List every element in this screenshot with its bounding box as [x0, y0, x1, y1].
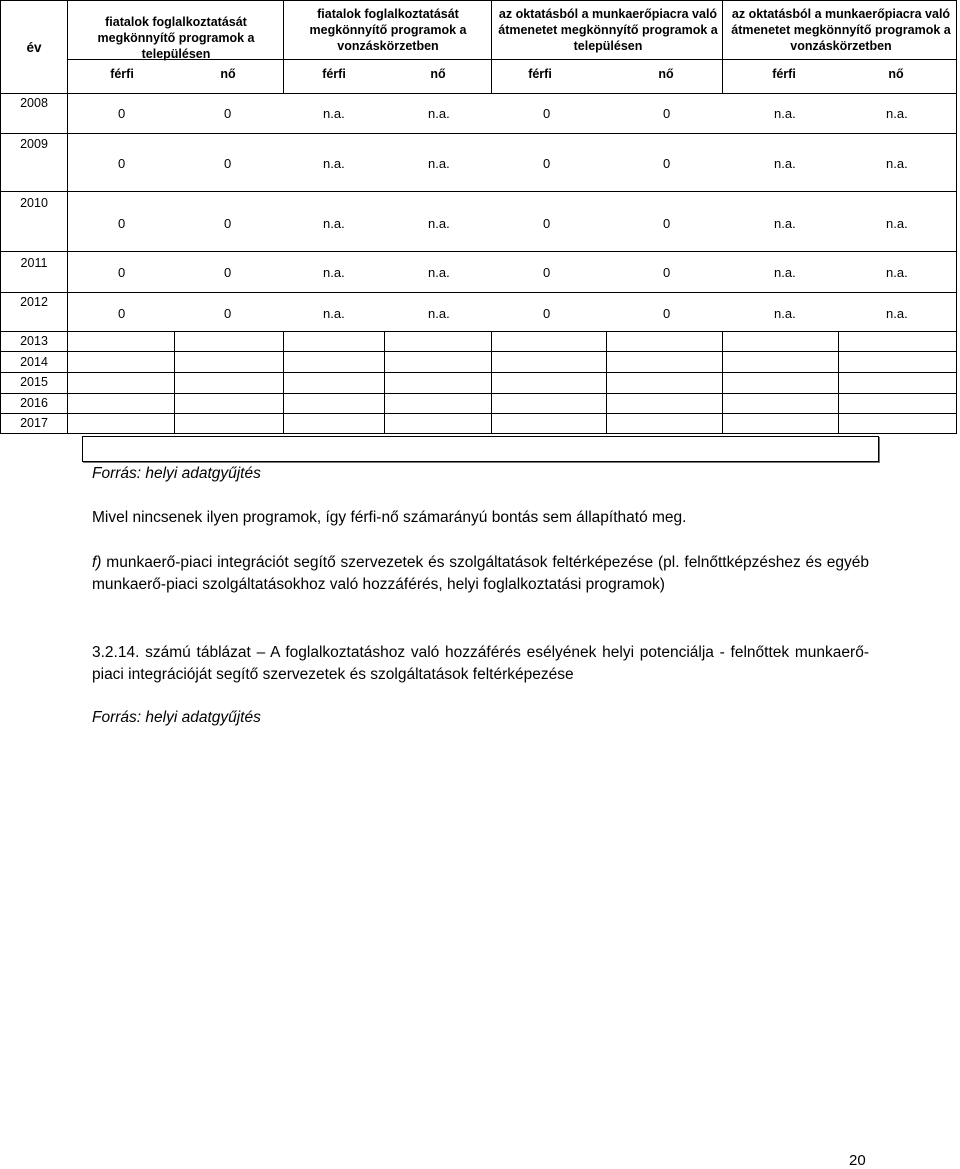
- row-line: [0, 351, 957, 352]
- table-cell: n.a.: [428, 306, 450, 321]
- sex-label-female: nő: [220, 67, 236, 81]
- column-line: [722, 331, 723, 433]
- caption-box: [82, 436, 879, 462]
- column-line: [174, 331, 175, 433]
- table-cell: n.a.: [886, 265, 908, 280]
- year-column-header: év: [26, 40, 42, 55]
- table-caption: 3.2.14. számú táblázat – A foglalkoztatáshoz való hozzáférés esélyének helyi potenciálja - felnőttek munkaerő-piaci integrációját segítő szervezetek és szolgáltatások feltérképezése: [92, 644, 869, 683]
- row-line: [0, 372, 957, 373]
- table-cell: n.a.: [774, 156, 796, 171]
- row-line: [0, 251, 957, 252]
- section-f-heading: [92, 552, 869, 596]
- year-label: 2014: [20, 355, 48, 369]
- table-cell: 0: [663, 265, 671, 280]
- table-cell: 0: [118, 106, 126, 121]
- column-line: [722, 0, 723, 93]
- table-cell: n.a.: [428, 156, 450, 171]
- page-number: 20: [849, 1152, 866, 1169]
- year-label: 2010: [20, 196, 48, 210]
- column-line: [384, 331, 385, 433]
- column-header-4: az oktatásból a munkaerőpiacra való átmenetet megkönnyítő programok a vonzáskörzetben: [731, 7, 951, 53]
- table-cell: n.a.: [774, 216, 796, 231]
- year-label: 2009: [20, 137, 48, 151]
- column-line: [491, 331, 492, 433]
- year-label: 2013: [20, 334, 48, 348]
- row-line: [0, 393, 957, 394]
- year-label: 2012: [20, 295, 48, 309]
- year-label: 2008: [20, 96, 48, 110]
- year-label: 2015: [20, 375, 48, 389]
- table-cell: 0: [224, 216, 232, 231]
- table-cell: n.a.: [886, 106, 908, 121]
- sex-label-male: férfi: [322, 67, 346, 81]
- table-cell: n.a.: [323, 216, 345, 231]
- data-table: [0, 0, 957, 434]
- table-cell: 0: [118, 156, 126, 171]
- year-label: 2016: [20, 396, 48, 410]
- column-line: [606, 331, 607, 433]
- table-cell: 0: [224, 306, 232, 321]
- table-cell: n.a.: [774, 306, 796, 321]
- table-cell: n.a.: [886, 216, 908, 231]
- table-cell: 0: [118, 306, 126, 321]
- table-cell: 0: [224, 156, 232, 171]
- column-line: [67, 0, 68, 434]
- sex-label-female: nő: [430, 67, 446, 81]
- column-header-2: fiatalok foglalkoztatását megkönnyítő programok a vonzáskörzetben: [309, 7, 467, 53]
- column-header-1: fiatalok foglalkoztatását megkönnyítő programok a településen: [97, 15, 255, 61]
- table-cell: 0: [663, 306, 671, 321]
- table-border-right: [956, 0, 957, 434]
- table-cell: n.a.: [323, 106, 345, 121]
- source-note-1: Forrás: helyi adatgyűjtés: [92, 465, 261, 482]
- column-line: [283, 0, 284, 93]
- table-border-left: [0, 0, 1, 434]
- column-line: [838, 331, 839, 433]
- table-cell: n.a.: [323, 156, 345, 171]
- table-cell: n.a.: [886, 156, 908, 171]
- table-cell: 0: [543, 265, 551, 280]
- table-cell: n.a.: [886, 306, 908, 321]
- table-cell: 0: [118, 265, 126, 280]
- sex-label-male: férfi: [110, 67, 134, 81]
- section-f-marker: f): [92, 554, 102, 571]
- table-cell: 0: [224, 265, 232, 280]
- table-cell: 0: [224, 106, 232, 121]
- sex-label-male: férfi: [528, 67, 552, 81]
- sex-label-female: nő: [658, 67, 674, 81]
- table-cell: n.a.: [323, 265, 345, 280]
- row-line: [0, 413, 957, 414]
- section-f-text: munkaerő-piaci integrációt segítő szervezetek és szolgáltatások feltérképezése (pl. felnőttképzéshez és egyéb munkaerő-piaci szolgáltatásokhoz való hozzáférés, helyi foglalkoztatási programok): [92, 554, 869, 593]
- source-note-2: Forrás: helyi adatgyűjtés: [92, 709, 261, 726]
- row-line: [0, 133, 957, 134]
- year-label: 2011: [20, 256, 48, 270]
- column-line: [491, 0, 492, 93]
- sex-label-female: nő: [888, 67, 904, 81]
- table-border-top: [0, 0, 957, 1]
- table-cell: 0: [663, 156, 671, 171]
- paragraph-no-programs: Mivel nincsenek ilyen programok, így férfi-nő számarányú bontás sem állapítható meg.: [92, 509, 687, 526]
- table-cell: 0: [118, 216, 126, 231]
- header-bottom-line: [0, 93, 957, 94]
- table-cell: 0: [663, 216, 671, 231]
- table-cell: n.a.: [428, 216, 450, 231]
- table-cell: 0: [543, 106, 551, 121]
- table-cell: n.a.: [428, 265, 450, 280]
- table-cell: n.a.: [323, 306, 345, 321]
- table-cell: 0: [663, 106, 671, 121]
- column-line: [283, 331, 284, 433]
- table-cell: n.a.: [428, 106, 450, 121]
- table-cell: n.a.: [774, 106, 796, 121]
- table-border-bottom: [0, 433, 957, 434]
- table-cell: 0: [543, 216, 551, 231]
- row-line: [0, 191, 957, 192]
- row-line: [0, 292, 957, 293]
- year-label: 2017: [20, 416, 48, 430]
- sex-label-male: férfi: [772, 67, 796, 81]
- table-cell: 0: [543, 156, 551, 171]
- table-cell: n.a.: [774, 265, 796, 280]
- column-header-3: az oktatásból a munkaerőpiacra való átmenetet megkönnyítő programok a településen: [498, 7, 718, 53]
- row-line: [0, 331, 957, 332]
- table-cell: 0: [543, 306, 551, 321]
